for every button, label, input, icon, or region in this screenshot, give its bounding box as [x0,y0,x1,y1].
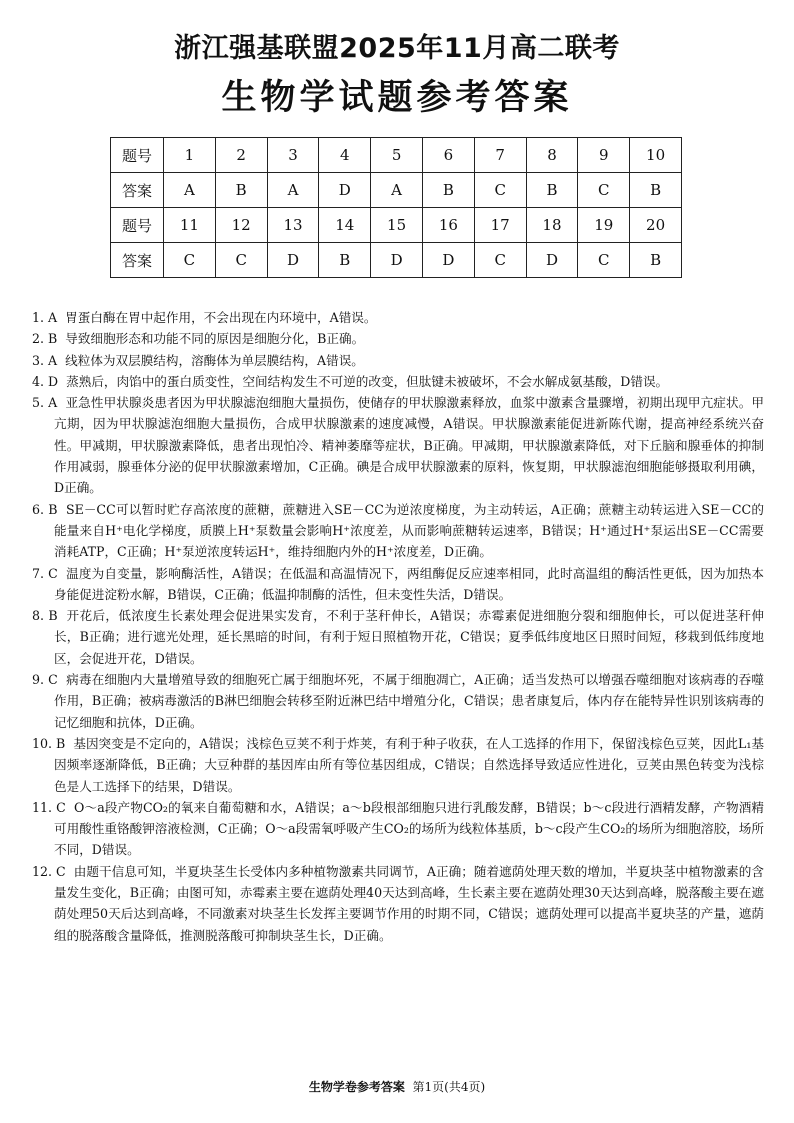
answer-cell: D [422,243,474,278]
explanation-text: O～a段产物CO₂的氧来自葡萄糖和水，A错误；a～b段根部细胞只进行乳酸发酵，B错误；b～c段进行酒精发酵，产物酒精可用酸性重铬酸钾溶液检测，C正确；O～a段需氧呼吸产生CO₂的场所为线粒体基质，b～c段产生CO₂的场所为细胞溶胶，场所不同，D错误。 [54,799,764,858]
question-number-cell: 15 [371,208,423,243]
answer-key-title: 生物学试题参考答案 [221,78,573,118]
explanation-item [32,797,764,861]
explanation-text: 开花后，低浓度生长素处理会促进果实发育，不利于茎秆伸长，A错误；赤霉素促进细胞分裂和细胞伸长，可以促进茎秆伸长，B正确；进行遮光处理，延长黑暗的时间，有利于短日照植物开花，C错误；夏季低纬度地区日照时间短，移栽到低纬度地区，会促进开花，D错误。 [54,608,764,666]
question-number-cell: 4 [319,138,371,173]
explanation-text: 基因突变是不定向的，A错误；浅棕色豆荚不利于炸荚，有利于种子收获，在人工选择的作用下，保留浅棕色豆荚，因此L₁基因频率逐渐降低，B正确；大豆种群的基因库由所有等位基因组成，C错误；自然选择导致适应性进化，豆荚由黑色转变为浅棕色是人工选择下的结果，D错误。 [54,735,764,794]
answer-cell: C [578,173,630,208]
explanation-label: 12. C [32,863,66,879]
answer-cell: C [474,243,526,278]
explanation-item [32,563,764,606]
explanation-item [32,669,764,733]
question-number-cell: 11 [164,208,216,243]
question-number-cell: 2 [215,138,267,173]
explanation-text: SE－CC可以暂时贮存高浓度的蔗糖，蔗糖进入SE－CC为逆浓度梯度，为主动转运，A正确；蔗糖主动转运进入SE－CC的能量来自H⁺电化学梯度，质膜上H⁺泵数量会影响H⁺浓度差，从而影响蔗糖转运速率，B错误；H⁺通过H⁺泵运出SE－CC需要消耗ATP，C正确；H⁺泵逆浓度转运H⁺，维持细胞内外的H⁺浓度差，D正确。 [54,501,764,560]
row-label-number: 题号 [111,138,164,173]
question-number-cell: 17 [474,208,526,243]
explanation-item [32,499,764,563]
explanation-text: 胃蛋白酶在胃中起作用，不会出现在内环境中，A错误。 [65,310,377,325]
question-number-cell: 7 [474,138,526,173]
explanation-text: 亚急性甲状腺炎患者因为甲状腺滤泡细胞大量损伤，使储存的甲状腺激素释放，血浆中激素含量骤增，初期出现甲亢症状。甲亢期，因为甲状腺滤泡细胞大量损伤，合成甲状腺激素的速度减慢，A错误。甲状腺激素能促进新陈代谢，提高神经系统兴奋性。甲减期，甲状腺激素降低，患者出现怕冷、精神萎靡等症状，B正确。甲减期，甲状腺激素降低，对下丘脑和腺垂体的抑制作用减弱，腺垂体分泌的促甲状腺激素增加，C正确。碘是合成甲状腺激素的原料，恢复期，甲状腺滤泡细胞能够摄取利用碘，D正确。 [54,395,765,496]
row-label-answer: 答案 [111,243,164,278]
answer-cell: A [267,173,319,208]
question-number-cell: 16 [422,208,474,243]
explanation-label: 8. B [32,608,58,624]
answer-cell: B [319,243,371,278]
page-footer [0,1078,794,1095]
answer-cell: D [371,243,423,278]
explanation-text: 线粒体为双层膜结构，溶酶体为单层膜结构，A错误。 [65,352,364,368]
explanation-text: 温度为自变量，影响酶活性，A错误；在低温和高温情况下，两组酶促反应速率相同，此时高温组的酶活性更低，因为加热本身能促进淀粉水解，B错误，C正确；低温抑制酶的活性，但未变性失活，D错误。 [54,565,764,602]
question-number-cell: 14 [319,208,371,243]
exam-title: 浙江强基联盟2025年11月高二联考 [174,33,620,64]
explanations-section [32,307,764,946]
question-number-cell: 3 [267,138,319,173]
explanation-text: 病毒在细胞内大量增殖导致的细胞死亡属于细胞坏死，不属于细胞凋亡，A正确；适当发热可以增强吞噬细胞对该病毒的吞噬作用，B正确；被病毒激活的B淋巴细胞会转移至附近淋巴结中增殖分化，C错误；患者康复后，体内存在能特异性识别该病毒的记忆细胞和抗体，D正确。 [54,672,764,730]
explanation-text: 由题干信息可知，半夏块茎生长受体内多种植物激素共同调节，A正确；随着遮荫处理天数的增加，半夏块茎中植物激素的含量发生变化，B正确；由图可知，赤霉素主要在遮荫处理40天达到高峰，生长素主要在遮荫处理30天达到高峰，脱落酸主要在遮荫处理50天后达到高峰，不同激素对块茎生长发挥主要调节作用的时期不同，C错误；遮荫处理可以提高半夏块茎的产量，遮荫组的脱落酸含量降低，推测脱落酸可抑制块茎生长，D正确。 [54,863,764,943]
explanation-label: 2. B [32,331,58,347]
question-number-cell: 5 [371,138,423,173]
explanation-item [32,733,764,797]
question-number-row [111,138,682,173]
answer-cell: B [630,173,682,208]
question-number-cell: 18 [526,208,578,243]
explanation-item [32,350,764,371]
question-number-cell: 10 [630,138,682,173]
answer-cell: D [526,243,578,278]
explanation-label: 9. C [32,672,58,688]
question-number-cell: 13 [267,208,319,243]
explanation-label: 5. A [32,395,58,411]
footer-page-info: 第1页(共4页) [412,1080,486,1094]
answer-cell: B [422,173,474,208]
question-number-cell: 20 [630,208,682,243]
answer-cell: D [267,243,319,278]
explanation-item [32,605,764,669]
explanation-text: 蒸熟后，肉馅中的蛋白质变性，空间结构发生不可逆的改变，但肽键未被破坏，不会水解成氨基酸，D错误。 [66,373,669,389]
question-number-row [111,208,682,243]
explanation-label: 4. D [32,373,59,389]
answer-cell: C [474,173,526,208]
answer-cell: C [578,243,630,278]
question-number-cell: 12 [215,208,267,243]
explanation-item [32,392,764,498]
answer-row [111,173,682,208]
question-number-cell: 19 [578,208,630,243]
row-label-number: 题号 [111,208,164,243]
question-number-cell: 6 [422,138,474,173]
explanation-item [32,861,764,946]
question-number-cell: 9 [578,138,630,173]
explanation-label: 7. C [32,565,58,581]
explanation-text: 导致细胞形态和功能不同的原因是细胞分化，B正确。 [65,331,365,347]
answer-cell: A [371,173,423,208]
explanation-label: 10. B [32,735,66,751]
explanation-label: 6. B [32,501,58,517]
question-number-cell: 8 [526,138,578,173]
question-number-cell: 1 [164,138,216,173]
footer-doc-name: 生物学卷参考答案 [308,1080,405,1094]
row-label-answer: 答案 [111,173,164,208]
explanation-label: 1. A [32,310,58,325]
answer-cell: C [215,243,267,278]
answer-cell: B [526,173,578,208]
answer-cell: D [319,173,371,208]
explanation-label: 11. C [32,799,66,815]
answer-cell: B [215,173,267,208]
answer-table [110,137,682,278]
answer-cell: C [164,243,216,278]
answer-row [111,243,682,278]
explanation-label: 3. A [32,352,58,368]
answer-cell: B [630,243,682,278]
explanation-item [32,307,764,328]
answer-cell: A [164,173,216,208]
explanation-item [32,371,764,392]
explanation-item [32,328,764,349]
